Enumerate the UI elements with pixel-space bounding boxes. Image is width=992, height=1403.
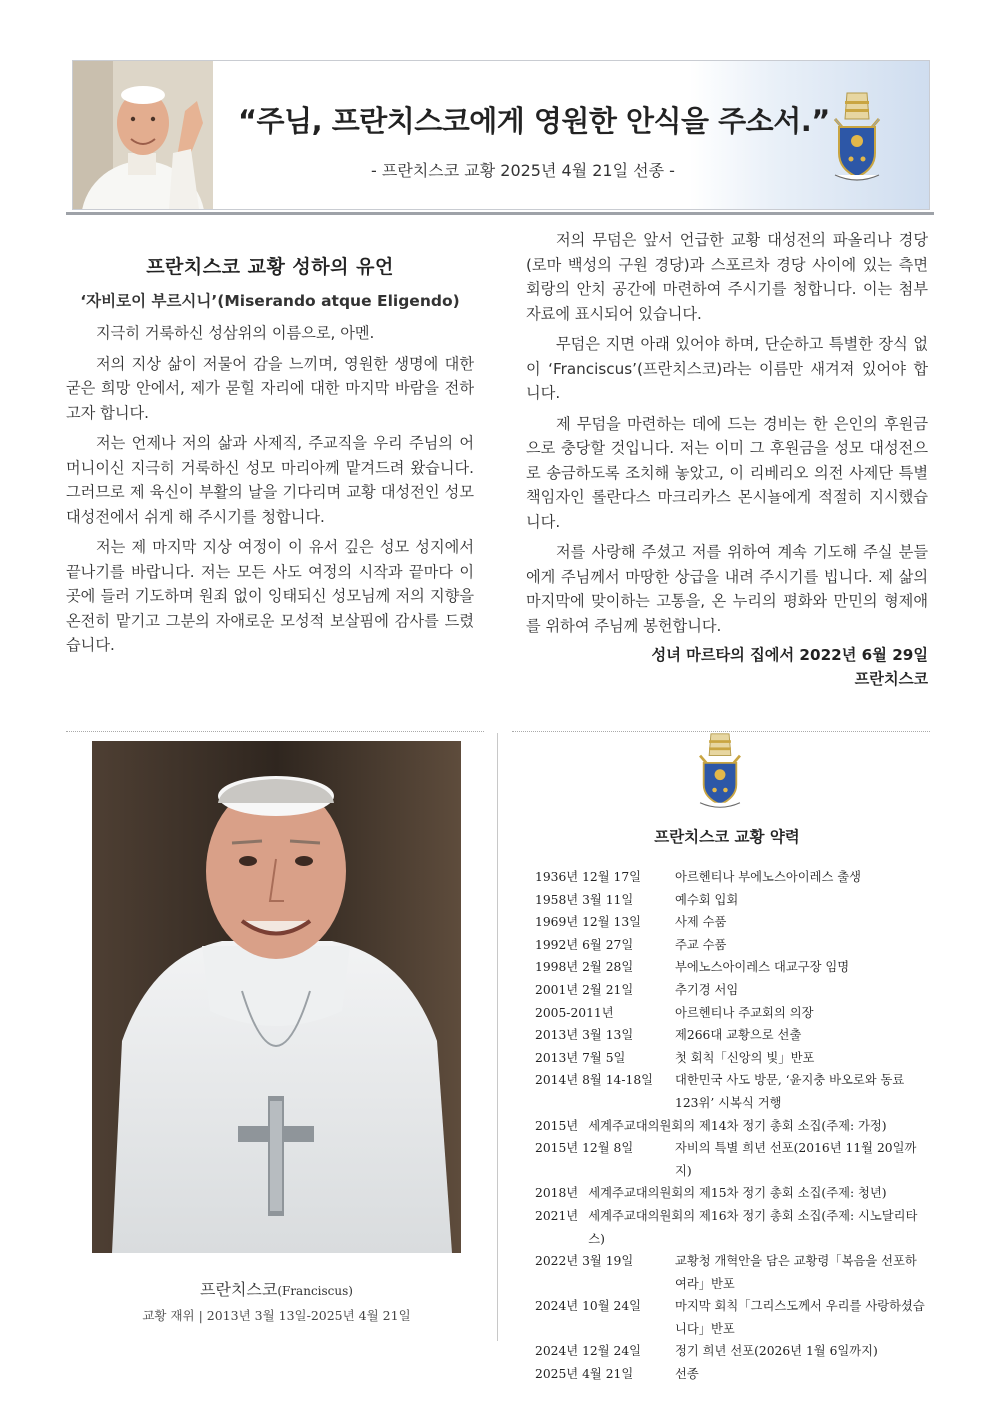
biography-event: 예수회 입회 bbox=[675, 892, 739, 907]
papal-coat-of-arms bbox=[691, 732, 749, 810]
biography-date: 2024년 10월 24일 bbox=[535, 1299, 642, 1314]
portrait-latin-name: (Franciscus) bbox=[277, 1284, 353, 1298]
banner-title: “주님, 프란치스코에게 영원한 안식을 주소서.” bbox=[238, 104, 830, 138]
pope-waving-photo bbox=[73, 61, 213, 209]
biography-event: 정기 희년 선포(2026년 1월 6일까지) bbox=[675, 1344, 878, 1359]
testament-paragraph: 저는 제 마지막 지상 여정이 이 유서 깊은 성모 성지에서 끝나기를 바랍니다. 저는 모든 사도 여정의 시작과 끝마다 이곳에 들러 기도하며 원죄 없이 잉태되신 성모님께 저의 지향을 온전히 맡기고 그분의 자애로운 모성적 보살핌에 감사를 드렸습니다. bbox=[66, 538, 474, 654]
biography-event: 교황청 개혁안을 담은 교황령「복음을 선포하여라」반포 bbox=[675, 1254, 917, 1291]
biography-entry bbox=[535, 911, 925, 934]
biography-entry bbox=[535, 934, 925, 957]
signature-place-date: 성녀 마르타의 집에서 2022년 6월 29일 bbox=[651, 646, 928, 664]
header-banner bbox=[72, 60, 930, 210]
biography-event: 아르헨티나 주교회의 의장 bbox=[675, 1005, 814, 1020]
biography-entry bbox=[535, 1115, 925, 1138]
biography-date: 2022년 3월 19일 bbox=[535, 1254, 634, 1269]
column-divider bbox=[497, 733, 498, 1341]
biography-entry bbox=[535, 866, 925, 889]
biography-event: 추기경 서임 bbox=[675, 982, 739, 997]
biography-date: 2013년 7월 5일 bbox=[535, 1050, 626, 1065]
biography-entry bbox=[535, 1024, 925, 1047]
biography-date: 2001년 2월 21일 bbox=[535, 982, 634, 997]
biography-entry bbox=[535, 1363, 925, 1386]
biography-event: 세계주교대의원회의 제14차 정기 총회 소집(주제: 가정) bbox=[588, 1118, 887, 1133]
biography-event: 선종 bbox=[675, 1367, 699, 1382]
signature-name: 프란치스코 bbox=[854, 670, 928, 688]
biography-date: 1992년 6월 27일 bbox=[535, 937, 634, 952]
biography-event: 부에노스아이레스 대교구장 임명 bbox=[675, 960, 850, 975]
testament-paragraph: 저는 언제나 저의 삶과 사제직, 주교직을 우리 주님의 어머니이신 지극히 거룩하신 성모 마리아께 맡겨드려 왔습니다. 그러므로 제 육신이 부활의 날을 기다리며 교황 대성전인 성모 대성전에서 쉬게 해 주시기를 청합니다. bbox=[66, 434, 474, 526]
biography-date: 1969년 12월 13일 bbox=[535, 915, 642, 930]
testament-paragraph: 제 무덤을 마련하는 데에 드는 경비는 한 은인의 후원금으로 충당할 것입니다. 저는 이미 그 후원금을 성모 대성전으로 송금하도록 조치해 놓았고, 이 리베리오 의전 사제단 특별 책임자인 롤란다스 마크리카스 몬시뇰에게 적절히 지시했습니다. bbox=[526, 414, 928, 531]
pope-portrait-photo bbox=[92, 741, 461, 1253]
biography-event: 자비의 특별 희년 선포(2016년 11월 20일까지) bbox=[675, 1141, 917, 1178]
testament-paragraph: 저의 지상 삶이 저물어 감을 느끼며, 영원한 생명에 대한 굳은 희망 안에서, 제가 묻힐 자리에 대한 마지막 바람을 전하고자 합니다. bbox=[66, 354, 474, 422]
testament-title: 프란치스코 교황 성하의 유언 bbox=[146, 256, 394, 278]
testament-paragraph: 저의 무덤은 앞서 언급한 교황 대성전의 파올리나 경당(로마 백성의 구원 경당)과 스포르차 경당 사이에 있는 측면 회랑의 안치 공간에 마련하여 주시기를 청합니다. 이는 첨부 자료에 표시되어 있습니다. bbox=[526, 231, 928, 323]
biography-date: 2013년 3월 13일 bbox=[535, 1028, 634, 1043]
biography-event: 첫 회칙「신앙의 빛」반포 bbox=[675, 1050, 815, 1065]
testament-right-column bbox=[526, 228, 928, 690]
biography-date: 2021년 bbox=[535, 1208, 579, 1223]
biography-list bbox=[535, 866, 925, 1386]
biography-event: 세계주교대의원회의 제16차 정기 총회 소집(주제: 시노달리타스) bbox=[588, 1208, 918, 1246]
biography-entry bbox=[535, 956, 925, 979]
biography-date: 1936년 12월 17일 bbox=[535, 870, 642, 884]
section-divider-left bbox=[66, 731, 484, 732]
biography-entry bbox=[535, 889, 925, 912]
portrait-name: 프란치스코 bbox=[200, 1280, 278, 1299]
banner-subtitle: - 프란치스코 교황 2025년 4월 21일 선종 - bbox=[371, 161, 675, 180]
biography-event: 주교 수품 bbox=[675, 937, 727, 952]
biography-entry bbox=[535, 1295, 925, 1340]
testament-motto: ‘자비로이 부르시니’(Miserando atque Eligendo) bbox=[80, 292, 460, 310]
biography-event: 마지막 회칙「그리스도께서 우리를 사랑하셨습니다」반포 bbox=[675, 1299, 925, 1336]
biography-entry bbox=[535, 1002, 925, 1025]
biography-event: 제266대 교황으로 선출 bbox=[675, 1028, 802, 1043]
biography-entry bbox=[535, 1340, 925, 1363]
biography-title: 프란치스코 교황 약력 bbox=[654, 827, 800, 846]
header-divider bbox=[66, 212, 934, 215]
testament-paragraph: 저를 사랑해 주셨고 저를 위하여 계속 기도해 주실 분들에게 주님께서 마땅한 상급을 내려 주시기를 빕니다. 제 삶의 마지막에 맞이하는 고통을, 온 누리의 평화와 만민의 형제애를 위하여 주님께 봉헌합니다. bbox=[526, 543, 928, 635]
testament-left-column bbox=[66, 252, 474, 664]
biography-entry bbox=[535, 1137, 925, 1182]
biography-entry bbox=[535, 1250, 925, 1295]
biography-date: 1998년 2월 28일 bbox=[535, 960, 634, 975]
biography-entry bbox=[535, 1069, 925, 1114]
portrait-reign: 교황 재위 | 2013년 3월 13일-2025년 4월 21일 bbox=[142, 1308, 411, 1323]
testament-paragraph: 지극히 거룩하신 성삼위의 이름으로, 아멘. bbox=[96, 324, 375, 342]
biography-event: 세계주교대의원회의 제15차 정기 총회 소집(주제: 청년) bbox=[588, 1186, 887, 1201]
portrait-caption bbox=[92, 1277, 461, 1300]
papal-coat-of-arms bbox=[825, 89, 889, 185]
biography-entry bbox=[535, 1205, 925, 1250]
biography-event: 대한민국 사도 방문, ‘윤지충 바오로와 동료 123위’ 시복식 거행 bbox=[675, 1073, 905, 1110]
biography-date: 2014년 8월 14-18일 bbox=[535, 1073, 654, 1088]
biography-date: 2015년 bbox=[535, 1118, 579, 1133]
biography-event: 사제 수품 bbox=[675, 915, 727, 930]
biography-event: 아르헨티나 부에노스아이레스 출생 bbox=[675, 870, 861, 884]
biography-date: 2005-2011년 bbox=[535, 1005, 614, 1020]
biography-date: 2018년 bbox=[535, 1186, 579, 1201]
biography-date: 2015년 12월 8일 bbox=[535, 1141, 634, 1156]
biography-date: 2024년 12월 24일 bbox=[535, 1344, 642, 1359]
biography-date: 2025년 4월 21일 bbox=[535, 1367, 634, 1382]
biography-entry bbox=[535, 1047, 925, 1070]
biography-entry bbox=[535, 979, 925, 1002]
biography-date: 1958년 3월 11일 bbox=[535, 892, 634, 907]
testament-paragraph: 무덤은 지면 아래 있어야 하며, 단순하고 특별한 장식 없이 ‘Franciscus’(프란치스코)라는 이름만 새겨져 있어야 합니다. bbox=[526, 335, 928, 402]
biography-entry bbox=[535, 1182, 925, 1205]
